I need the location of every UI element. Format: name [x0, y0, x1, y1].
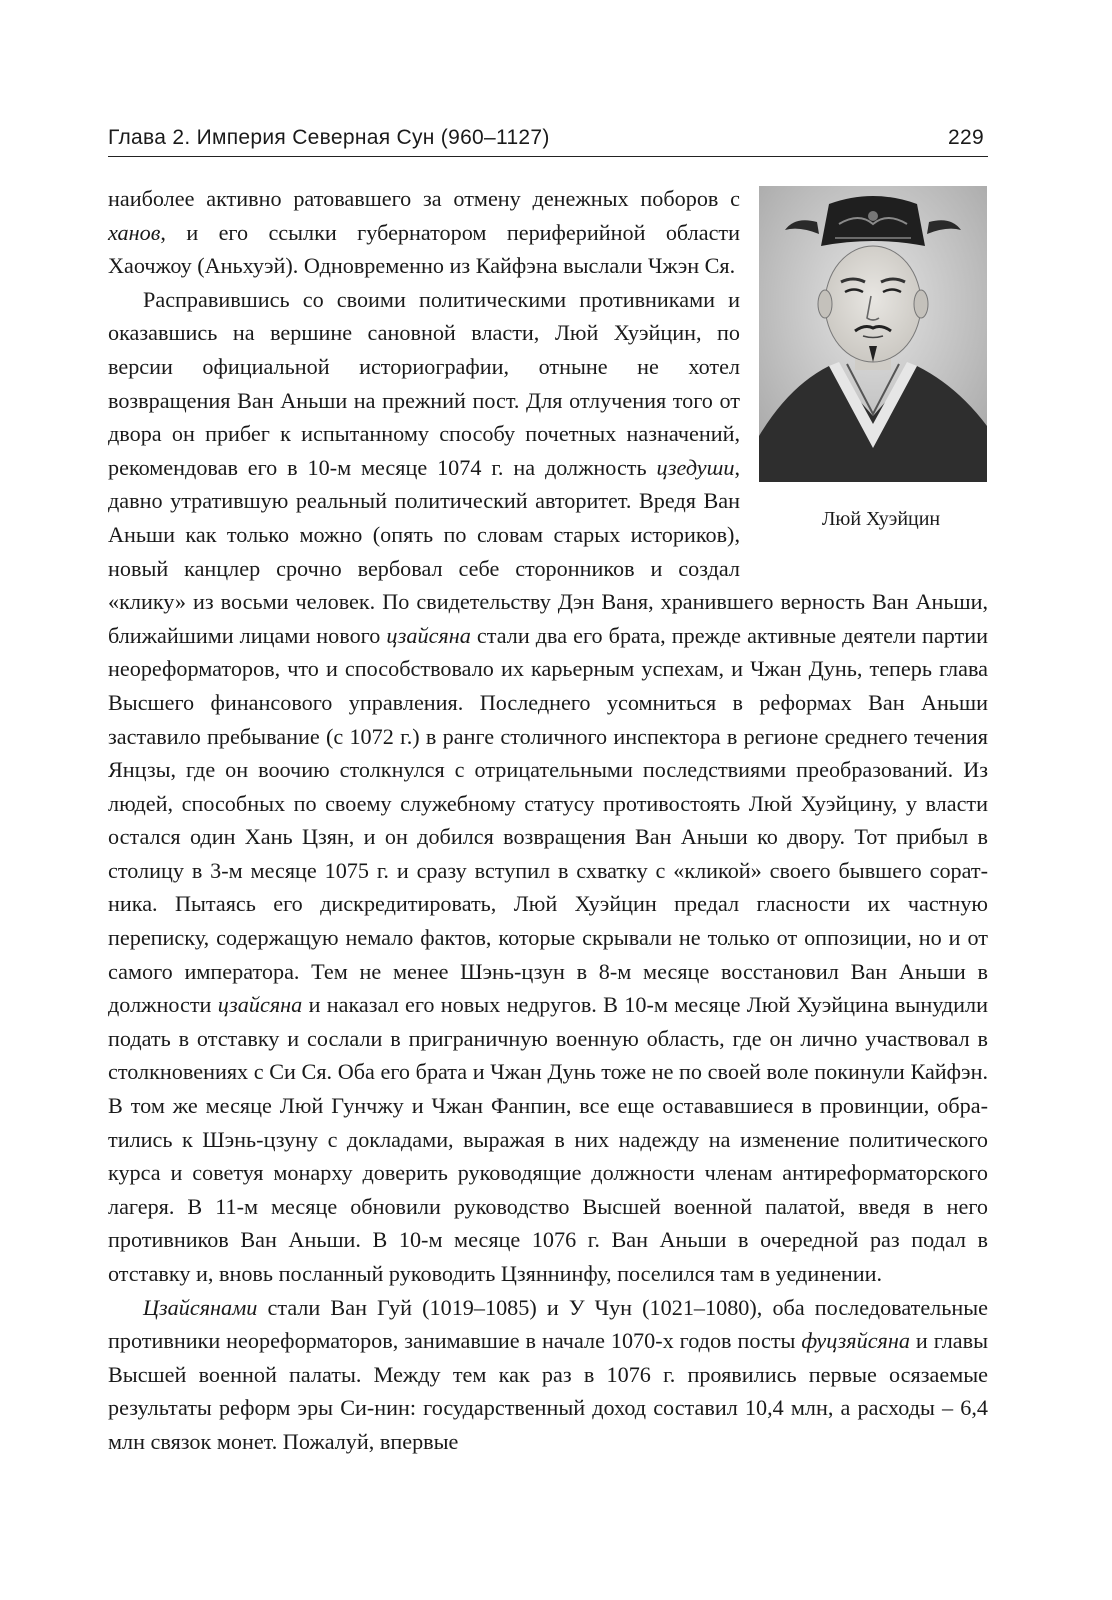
- text-run: и главы Высшей военной палаты. Между тем как раз в 1076 г. проявились первые осязаемые результаты реформ эры Си-нин: государственный доход составил 10,4 млн, а расходы – 6,4 млн связок монет. Пожалуй, впервые: [108, 1328, 989, 1454]
- italic-term: цзайсяна: [217, 992, 303, 1018]
- figure-caption: Люй Хуэйцин: [821, 508, 941, 530]
- text-run: , и его ссылки губернатором периферийной области Хаочжоу (Аньхуэй). Одновременно из Кайфэна выслали Чжэн Ся.: [108, 219, 740, 279]
- italic-term: фуцзяйсяна: [801, 1328, 910, 1354]
- italic-term: цзайсяна: [386, 622, 471, 648]
- text-run: Расправившись со своими политическими противниками и оказавшись на вершине сановной власти, Люй Хуэйцин, по версии официальной историографии, отныне не хотел возвращения Ван Аньши на прежний пост. Для отлучения того от двора он прибег к испытанному способу почетных назначений, рекомендовав его в 10-м месяце 1074 г. на должность: [108, 286, 740, 480]
- chapter-title: Глава 2. Империя Северная Сун (960–1127): [108, 126, 550, 149]
- page-number: 229: [948, 126, 984, 149]
- body-text: [108, 182, 988, 1459]
- paragraph: [108, 1291, 988, 1459]
- italic-term: цзедуши: [656, 454, 735, 480]
- text-run: наиболее активно ратовавшего за отмену денежных поборов с: [108, 186, 740, 211]
- text-run: , давно утратившую реальный политический авторитет. Вредя Ван Аньши как только можно (опять по словам старых историков), новый канцлер срочно вербовал себе сторонников и создал «клику» из восьми человек. По свидетельству Дэн Ваня, хранившего верность Ван Аньши, ближайшими лицами нового: [108, 454, 988, 648]
- italic-term: Цзайсянами: [143, 1294, 258, 1320]
- italic-term: ханов: [108, 219, 161, 245]
- text-run: и наказал его новых недругов. В 10-м месяце Люй Хуэйцина вынудили подать в отставку и сослали в приграничную военную область, где он лично участвовал в столкновениях с Си Ся. Оба его брата и Чжан Дунь тоже не по своей воле покинули Кайфэн. В том же месяце Люй Гунчжу и Чжан Фанпин, все еще остававшиеся в провинции, обратились к Шэнь-цзуну с докладами, выражая в них надежду на изменение политического курса и советуя монарху доверить руководящие должности членам антиреформаторского лагеря. В 11-м месяце обновили руководство Высшей военной палатой, введя в него противников Ван Аньши. В 10-м месяце 1076 г. Ван Аньши в очередной раз подал в отставку и, вновь посланный руководить Цзяннинфу, поселился там в уединении.: [108, 992, 989, 1286]
- figure-space: [740, 182, 988, 552]
- running-header: [108, 120, 988, 157]
- text-run: стали Ван Гуй (1019–1085) и У Чун (1021–1080), оба последовательные противники неореформаторов, занимавшие в начале 1070-х годов посты: [108, 1294, 988, 1354]
- text-run: стали два его брата, прежде активные деятели партии неореформаторов, что и способствовало их карьерным успехам, и Чжан Дунь, теперь глава Высшего финансового управления. Последнего усомниться в реформах Ван Аньши заставило пребывание (с 1072 г.) в ранге столичного инспектора в регионе среднего течения Янцзы, где он воочию столкнулся с отрицательными последствиями преобразований. Из людей, способных по своему служебному статусу противостоять Люй Хуэйцину, у власти остался один Хань Цзян, и он добился возвращения Ван Аньши ко двору. Тот прибыл в столицу в 3-м месяце 1075 г. и сразу вступил в схватку с «кликой» своего бывшего соратника. Пытаясь его дискредитировать, Люй Хуэйцин предал гласности их частную переписку, содержащую немало фактов, которые скрывали не только от оппозиции, но и от самого императора. Тем не менее Шэнь-цзун в 8-м месяце восстановил Ван Аньши в должности: [108, 622, 988, 1018]
